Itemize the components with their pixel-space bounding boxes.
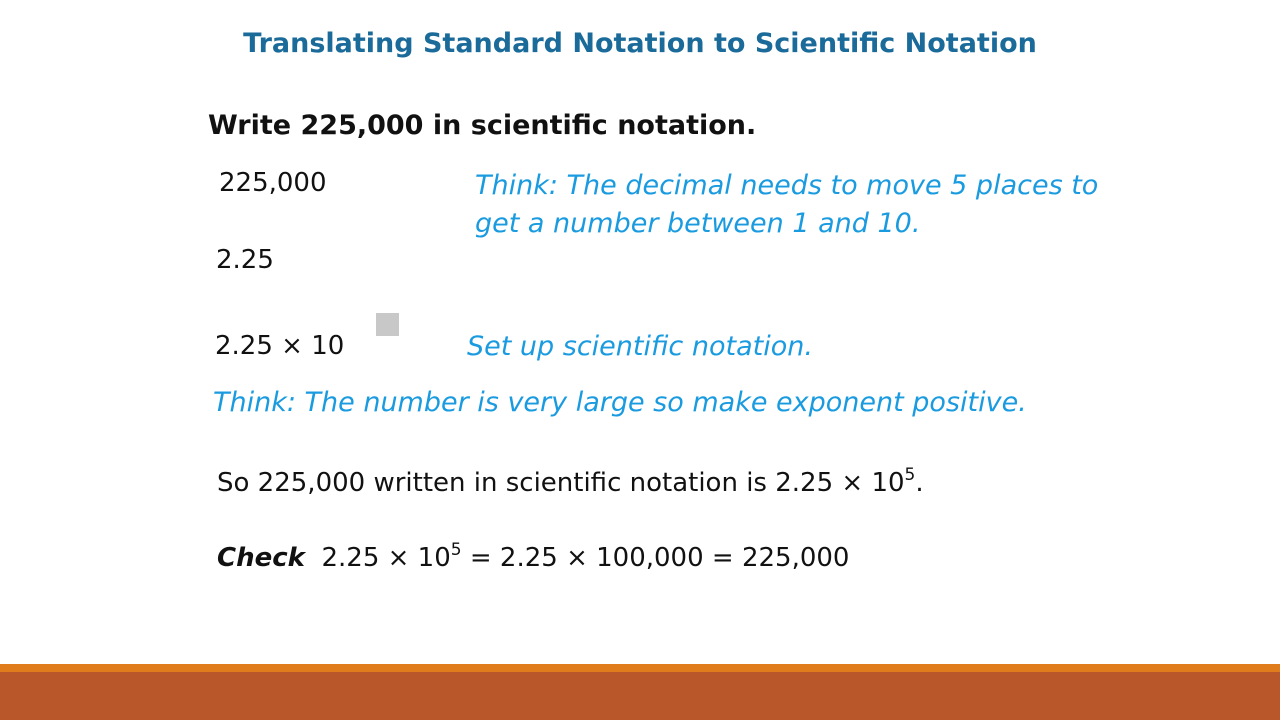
check-left-expression: 2.25 × 10: [321, 543, 451, 573]
footer-stripe-rust: [0, 672, 1280, 720]
summary-prefix: So 225,000 written in scientific notation is 2.25 × 10: [217, 468, 905, 498]
check-line: [217, 540, 850, 573]
step-setup-expression: 2.25 × 10: [215, 331, 345, 361]
footer-stripe-orange: [0, 664, 1280, 672]
summary-suffix: .: [915, 468, 924, 498]
think-note-exponent-sign: Think: The number is very large so make exponent positive.: [213, 387, 1027, 418]
think-note-set-up: Set up scientific notation.: [467, 331, 813, 362]
problem-prompt: Write 225,000 in scientific notation.: [208, 110, 757, 141]
exponent-placeholder-box: [376, 313, 399, 336]
check-label: Check: [217, 543, 305, 573]
step-decimal-moved: 2.25: [216, 245, 274, 275]
summary-exponent: 5: [904, 465, 916, 485]
summary-sentence: [217, 465, 924, 498]
check-right-expression: = 2.25 × 100,000 = 225,000: [461, 543, 850, 573]
step-original-number: 225,000: [219, 168, 327, 198]
slide-title: Translating Standard Notation to Scientific Notation: [243, 28, 1037, 59]
think-note-move-decimal: Think: The decimal needs to move 5 places to get a number between 1 and 10.: [475, 170, 1099, 239]
check-exponent: 5: [450, 540, 462, 560]
